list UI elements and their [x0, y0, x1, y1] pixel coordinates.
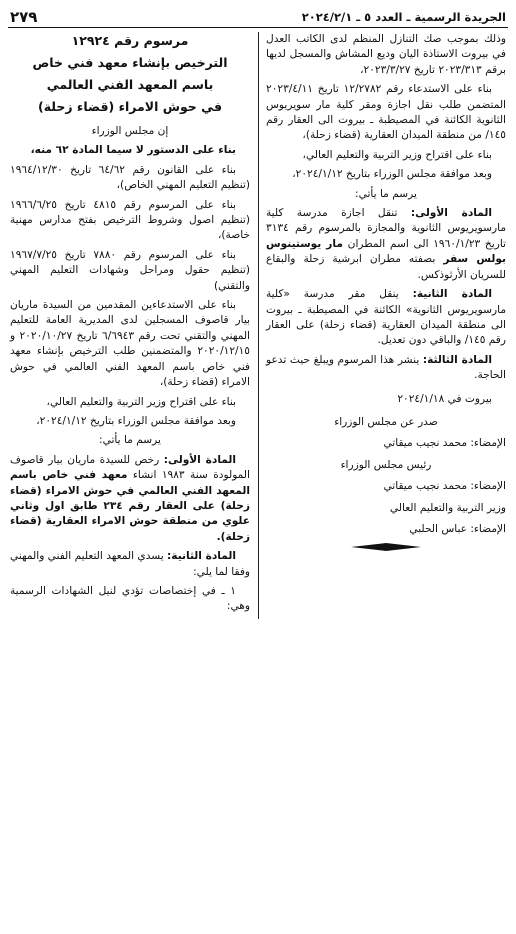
- left-column: [8, 32, 258, 619]
- paragraph: بناء على اقتراح وزير التربية والتعليم العالي،: [46, 395, 236, 408]
- article-1: [10, 453, 250, 545]
- article-label: المادة الثالثة:: [422, 353, 493, 366]
- paragraph: بناء على المرسوم رقم ٤٨١٥ تاريخ ١٩٦٦/٦/٢٥ (تنظيم اصول وشروط الترخيص بفتح مدارس مهنية خاصة)،: [10, 198, 250, 242]
- pm-title: رئيس مجلس الوزراء: [340, 458, 432, 471]
- content-columns: [8, 32, 508, 619]
- right-column: [258, 32, 508, 619]
- date-line: بيروت في ٢٠٢٤/١/١٨: [397, 392, 492, 405]
- paragraph: بناء على الاستدعاء رقم ١٢/٢٧٨٢ تاريخ ٢٠٢٣/٤/١١ المتضمن طلب نقل اجازة ومقر كلية مار سويريوس الثانوية الكائنة في المصيطبة ـ بيروت الى العقار رقم ١٤٥/ من منطقة الميدان العقارية (قضاء زحلة)،: [266, 83, 506, 142]
- end-ornament: [266, 543, 506, 551]
- article-text: تنقل اجازة مدرسة كلية مارسويريوس الثانوية والمجازة بالمرسوم رقم ٣١٣٤ تاريخ ١٩٦٠/١/٢٣ الى اسم المطران: [266, 207, 506, 250]
- issuer: إن مجلس الوزراء: [91, 125, 169, 137]
- decree-title-line: الترخيص بإنشاء معهد فني خاص: [32, 55, 228, 70]
- article-2: [266, 287, 506, 349]
- issued-by: صدر عن مجلس الوزراء: [334, 415, 438, 428]
- decree-title-line: باسم المعهد الفني العالمي: [46, 77, 214, 92]
- signature-pm-2: الإمضاء: محمد نجيب ميقاتي: [383, 480, 506, 493]
- decree-number: مرسوم رقم ١٢٩٢٤: [71, 33, 189, 48]
- signature-minister: الإمضاء: عباس الحلبي: [409, 522, 506, 535]
- decree-title-line: في حوش الامراء (قضاء زحلة): [37, 99, 222, 114]
- article-bold-text: مار يوستينوس بولس سفر: [266, 237, 506, 266]
- article-2: [10, 549, 250, 580]
- article-label: المادة الأولى:: [410, 207, 492, 220]
- article-text: رخص للسيدة ماريان بيار قاصوف المولودة سنة ١٩٨٣ انشاء: [10, 453, 250, 482]
- article-bold-text: معهد فني خاص باسم المعهد الفني العالمي في حوش الامراء (قضاء زحلة) على العقار رقم ٢٣٤ طابق اول وثاني علوي من منطقة حوش الامراء العقارية (قضاء زحلة).: [10, 469, 250, 543]
- signature-pm: الإمضاء: محمد نجيب ميقاتي: [383, 437, 506, 450]
- paragraph: بناء على المرسوم رقم ٧٨٨٠ تاريخ ١٩٦٧/٧/٢٥ (تنظيم حقول ومراحل وشهادات التعليم المهني والتقني): [10, 248, 250, 292]
- page-number: ٢٧٩: [10, 7, 38, 26]
- page-header: [8, 6, 508, 28]
- article-text-tail: بصفته مطران ابرشية زحلة والبقاع للسريان الأرثوذكس.: [266, 253, 506, 281]
- article-3: [266, 353, 506, 384]
- paragraph: وذلك بموجب صك التنازل المنظم لدى الكاتب العدل في بيروت الاستاذة اليان وديع المشاش والمسجل لديها برقم ٢٠٢٣/٣١٣ تاريخ ٢٠٢٣/٣/٢٧،: [266, 33, 506, 76]
- list-item: ١ ـ في إختصاصات تؤدي لنيل الشهادات الرسمية وهي:: [10, 584, 250, 613]
- article-label: المادة الثانية:: [167, 550, 236, 563]
- article-text: ينشر هذا المرسوم ويبلغ حيث تدعو الحاجة.: [266, 353, 506, 382]
- basis-constitution: بناء على الدستور لا سيما المادة ٦٢ منه،: [30, 144, 236, 157]
- diamond-rule-icon: [351, 543, 421, 551]
- article-text: ينقل مقر مدرسة «كلية مارسويريوس الثانوية» الكائنة في المصيطبة ـ بيروت الى منطقة الميدان العقارية (قضاء زحلة) على العقار رقم ١٤٥/ والباقي دون تعديل.: [266, 288, 506, 347]
- article-1: [266, 206, 506, 283]
- article-label: المادة الثانية:: [412, 288, 492, 301]
- column-divider: [258, 32, 259, 619]
- article-label: المادة الأولى:: [163, 453, 237, 466]
- paragraph: وبعد موافقة مجلس الوزراء بتاريخ ٢٠٢٤/١/١٢،: [36, 414, 236, 427]
- paragraph: وبعد موافقة مجلس الوزراء بتاريخ ٢٠٢٤/١/١٢،: [292, 168, 492, 181]
- paragraph: بناء على الاستدعاءين المقدمين من السيدة ماريان بيار قاصوف المسجلين لدى المديرية العامة للتعليم المهني والتقني تحت رقم ٦/٦٩٤٣ تاريخ ٢٠٢٠/١٠/٢٧ و ٢٠٢٠/١٢/١٥ والمتضمنين طلب الترخيص بإنشاء معهد فني خاص باسم المعهد الفني العالمي في حوش الامراء (قضاء زحلة)،: [10, 299, 251, 389]
- decree-intro: يرسم ما يأتي:: [99, 434, 161, 447]
- paragraph: بناء على القانون رقم ٦٤/٦٢ تاريخ ١٩٦٤/١٢/٣٠ (تنظيم التعليم المهني الخاص)،: [10, 163, 250, 192]
- decree-intro: يرسم ما يأتي:: [355, 187, 417, 200]
- paragraph: بناء على اقتراح وزير التربية والتعليم العالي،: [302, 148, 492, 161]
- minister-title: وزير التربية والتعليم العالي: [389, 501, 506, 514]
- article-text: يسدي المعهد التعليم الفني والمهني وفقا لما يلي:: [9, 550, 250, 578]
- journal-title: الجريدة الرسمية ـ العدد ٥ ـ ٢٠٢٤/٢/١: [301, 9, 506, 24]
